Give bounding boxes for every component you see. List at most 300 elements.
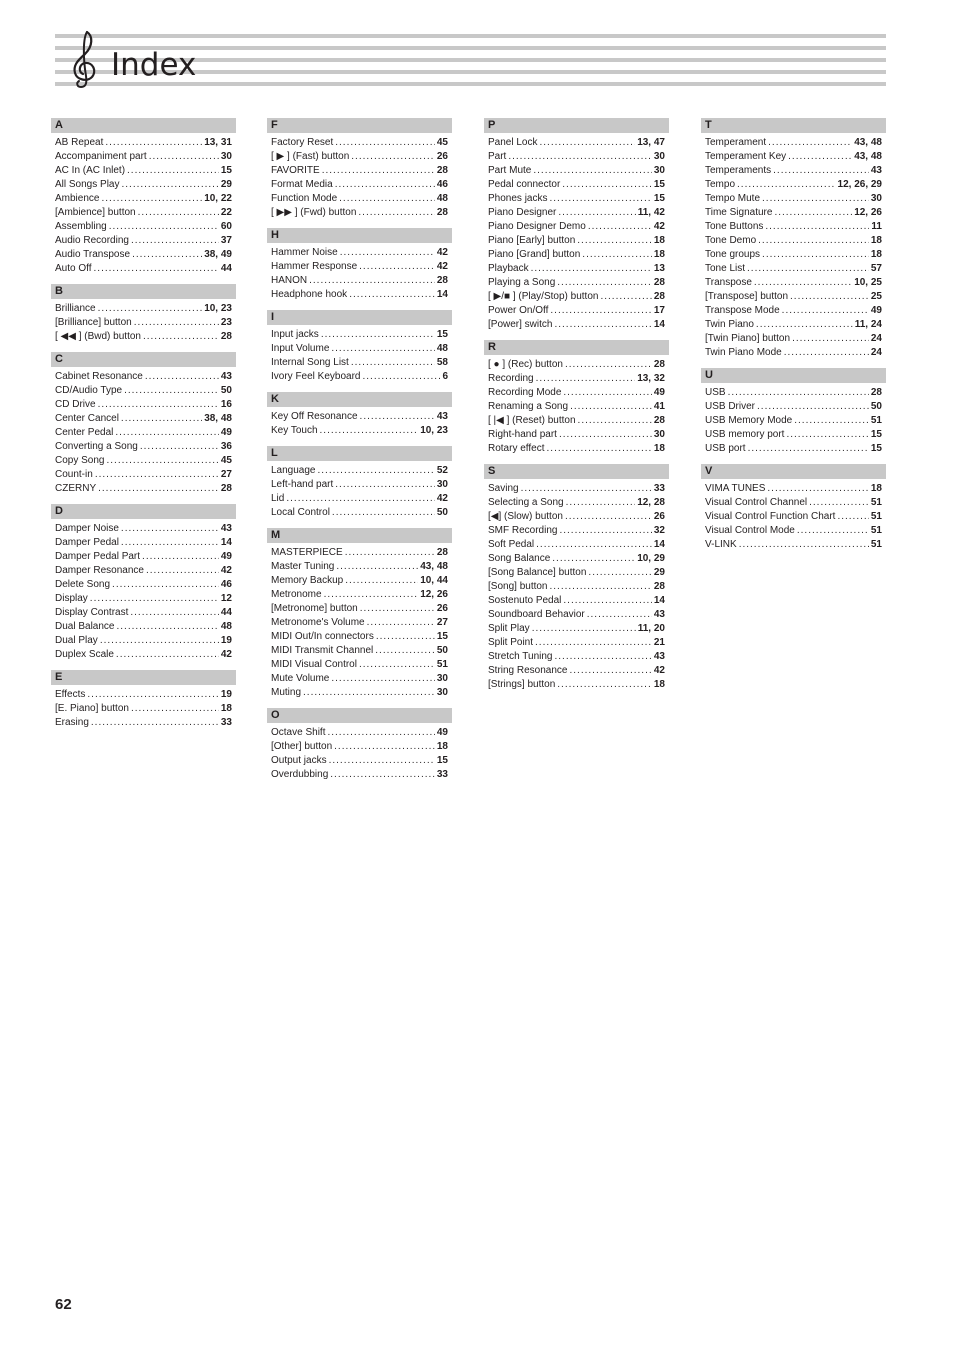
dot-leader [358,206,434,220]
dot-leader [728,386,869,400]
index-entry [267,206,452,220]
index-term: Playing a Song [488,277,556,288]
index-entry [701,276,886,290]
page-reference: 14 [653,539,665,550]
section-letter-header: I [267,310,452,325]
page-reference: 14 [220,537,232,548]
dot-leader [765,220,869,234]
page-reference: 10, 29 [637,553,665,564]
page-reference: 43 [220,371,232,382]
index-entry [484,178,669,192]
index-entry [51,564,236,578]
index-entry [51,370,236,384]
dot-leader [327,726,434,740]
dot-leader [131,234,219,248]
index-term: Input Volume [271,343,330,354]
index-entry [51,398,236,412]
index-term: Key Off Resonance [271,411,358,422]
index-entry [267,410,452,424]
dot-leader [577,234,652,248]
index-entry [267,644,452,658]
index-term: Tone groups [705,249,761,260]
index-entry [484,594,669,608]
dot-leader [309,274,435,288]
page-reference: 38, 48 [204,413,232,424]
index-entry [701,220,886,234]
index-term: USB port [705,443,746,454]
index-entry [484,608,669,622]
index-entry [484,524,669,538]
section-letter-header: M [267,528,452,543]
index-section [701,118,886,360]
index-term: Renaming a Song [488,401,569,412]
dot-leader [774,206,852,220]
page-reference: 43 [220,523,232,534]
dot-leader [331,342,435,356]
page-reference: 29 [653,567,665,578]
index-section [484,464,669,692]
page-reference: 30 [436,673,448,684]
index-term: Hammer Noise [271,247,338,258]
page-reference: 11, 42 [637,207,665,218]
page-reference: 17 [653,305,665,316]
page-reference: 36 [220,441,232,452]
page-reference: 10, 25 [854,277,882,288]
section-letter-header: A [51,118,236,133]
index-entry [267,602,452,616]
index-term: Dual Play [55,635,98,646]
index-entry [701,386,886,400]
index-term: MIDI Transmit Channel [271,645,374,656]
page-reference: 51 [870,539,882,550]
index-entry [484,566,669,580]
page-reference: 43, 48 [854,151,882,162]
page-reference: 49 [653,387,665,398]
dot-leader [124,384,219,398]
dot-leader [768,136,852,150]
index-entry [267,658,452,672]
page-reference: 51 [436,659,448,670]
index-term: Format Media [271,179,333,190]
dot-leader [565,510,652,524]
index-term: Ambience [55,193,100,204]
page-reference: 30 [220,151,232,162]
page-reference: 27 [220,469,232,480]
index-entry [701,524,886,538]
dot-leader [112,578,219,592]
index-term: Audio Recording [55,235,129,246]
page-reference: 28 [870,387,882,398]
index-entry [484,206,669,220]
dot-leader [563,386,652,400]
index-entry [51,482,236,496]
dot-leader [767,482,868,496]
index-entry [51,702,236,716]
dot-leader [550,580,652,594]
dot-leader [754,276,852,290]
dot-leader [535,636,652,650]
section-letter-header: D [51,504,236,519]
index-entry [51,648,236,662]
index-entry [267,192,452,206]
dot-leader [116,620,218,634]
dot-leader [790,290,869,304]
index-section [51,118,236,276]
page-reference: 49 [870,305,882,316]
page-reference: 28 [220,331,232,342]
index-term: Sostenuto Pedal [488,595,562,606]
dot-leader [739,538,869,552]
index-entry [51,220,236,234]
page-reference: 30 [653,151,665,162]
index-term: [Brilliance] button [55,317,132,328]
dot-leader [756,318,853,332]
dot-leader [98,398,219,412]
index-entry [51,468,236,482]
index-entry [484,636,669,650]
dot-leader [375,644,435,658]
dot-leader [737,178,836,192]
index-term: Stretch Tuning [488,651,553,662]
index-term: Recording [488,373,534,384]
page-reference: 42 [220,565,232,576]
index-entry [484,496,669,510]
page-reference: 18 [653,235,665,246]
dot-leader [322,164,435,178]
page-reference: 24 [870,333,882,344]
index-entry [267,136,452,150]
page-reference: 42 [220,649,232,660]
page-reference: 46 [220,579,232,590]
index-entry [701,482,886,496]
index-entry [267,630,452,644]
index-entry [51,716,236,730]
dot-leader [532,622,636,636]
index-entry [267,492,452,506]
dot-leader [98,302,203,316]
page-reference: 11, 24 [854,319,882,330]
page-reference: 30 [436,479,448,490]
index-entry [51,150,236,164]
index-section [701,368,886,456]
index-term: Saving [488,483,519,494]
index-term: Mute Volume [271,673,330,684]
index-term: Power On/Off [488,305,549,316]
page-reference: 44 [220,263,232,274]
index-term: MIDI Visual Control [271,659,357,670]
index-term: Hammer Response [271,261,358,272]
index-entry [484,442,669,456]
page-reference: 28 [436,547,448,558]
index-term: [Power] switch [488,319,553,330]
index-term: Twin Piano Mode [705,347,782,358]
dot-leader [533,164,652,178]
index-term: Split Point [488,637,534,648]
page-reference: 28 [653,415,665,426]
section-letter-header: C [51,352,236,367]
page-reference: 26 [653,511,665,522]
index-entry [701,428,886,442]
page-reference: 13, 32 [637,373,665,384]
page-reference: 41 [653,401,665,412]
index-term: Tempo [705,179,736,190]
page-reference: 43 [436,411,448,422]
index-entry [51,164,236,178]
index-term: Language [271,465,316,476]
index-entry [701,400,886,414]
index-term: USB memory port [705,429,785,440]
index-entry [267,342,452,356]
index-section [51,504,236,662]
index-entry [267,574,452,588]
index-section [484,340,669,456]
dot-leader [320,424,419,438]
index-term: Transpose [705,277,752,288]
index-term: Delete Song [55,579,111,590]
index-term: Master Tuning [271,561,335,572]
index-entry [484,482,669,496]
dot-leader [539,136,635,150]
dot-leader [127,164,219,178]
page-reference: 28 [220,483,232,494]
dot-leader [773,164,869,178]
index-term: Output jacks [271,755,327,766]
index-section [701,464,886,552]
dot-leader [336,560,418,574]
dot-leader [351,356,435,370]
index-term: CZERNY [55,483,97,494]
dot-leader [784,346,869,360]
dot-leader [101,192,202,206]
dot-leader [786,428,868,442]
index-term: [Song Balance] button [488,567,587,578]
page-reference: 28 [436,275,448,286]
page-reference: 46 [436,179,448,190]
index-entry [51,454,236,468]
index-entry [484,678,669,692]
dot-leader [345,574,418,588]
page-reference: 28 [653,359,665,370]
dot-leader [115,426,219,440]
page-reference: 50 [436,645,448,656]
index-column-2 [267,118,452,790]
index-entry [51,234,236,248]
index-term: Soft Pedal [488,539,535,550]
index-section [267,392,452,438]
dot-leader [558,206,635,220]
index-term: Display Contrast [55,607,129,618]
dot-leader [809,496,869,510]
index-term: Count-in [55,469,93,480]
page-reference: 28 [653,291,665,302]
dot-leader [359,260,435,274]
page-reference: 30 [870,193,882,204]
dot-leader [536,372,636,386]
index-entry [267,356,452,370]
index-term: Soundboard Behavior [488,609,585,620]
page-reference: 45 [436,137,448,148]
treble-clef-icon [67,28,103,90]
page-reference: 48 [220,621,232,632]
dot-leader [318,464,435,478]
dot-leader [349,288,435,302]
index-entry [484,276,669,290]
index-term: Local Control [271,507,330,518]
index-section [51,284,236,344]
index-term: Dual Balance [55,621,115,632]
page-reference: 42 [436,493,448,504]
section-letter-header: V [701,464,886,479]
staff-line [55,34,886,38]
index-term: [ |◀ ] (Reset) button [488,415,576,426]
page-reference: 15 [436,631,448,642]
index-term: [Strings] button [488,679,556,690]
index-entry [267,424,452,438]
index-term: Damper Pedal Part [55,551,141,562]
dot-leader [100,634,219,648]
index-term: Metronome [271,589,322,600]
index-term: USB [705,387,726,398]
page-reference: 52 [436,465,448,476]
page-reference: 58 [436,357,448,368]
index-entry [701,346,886,360]
index-section [267,528,452,700]
section-letter-header: T [701,118,886,133]
index-entry [701,496,886,510]
page-reference: 49 [436,727,448,738]
index-term: [Transpose] button [705,291,789,302]
index-term: Visual Control Channel [705,497,808,508]
dot-leader [360,602,435,616]
index-term: FAVORITE [271,165,320,176]
page-reference: 10, 23 [204,303,232,314]
index-term: [ ◀◀ ] (Bwd) button [55,331,141,342]
dot-leader [134,316,219,330]
page-reference: 21 [653,637,665,648]
dot-leader [552,552,635,566]
page-reference: 18 [870,483,882,494]
dot-leader [339,192,435,206]
page-reference: 49 [220,427,232,438]
dot-leader [521,482,652,496]
page-reference: 57 [870,263,882,274]
index-entry [484,664,669,678]
index-entry [484,192,669,206]
index-section [267,446,452,520]
index-entry [267,178,452,192]
index-entry [51,634,236,648]
index-term: Selecting a Song [488,497,564,508]
index-term: Overdubbing [271,769,329,780]
section-letter-header: B [51,284,236,299]
index-term: [ ▶/■ ] (Play/Stop) button [488,291,599,302]
dot-leader [130,606,219,620]
index-entry [484,650,669,664]
section-letter-header: P [484,118,669,133]
index-entry [267,686,452,700]
index-entry [51,412,236,426]
index-term: HANON [271,275,308,286]
index-entry [701,442,886,456]
dot-leader [340,246,435,260]
index-entry [267,726,452,740]
dot-leader [330,768,435,782]
page-reference: 14 [436,289,448,300]
index-entry [701,206,886,220]
dot-leader [149,150,219,164]
index-entry [484,164,669,178]
page-reference: 33 [436,769,448,780]
page-reference: 42 [436,247,448,258]
page-reference: 18 [220,703,232,714]
dot-leader [131,702,219,716]
page-reference: 37 [220,235,232,246]
dot-leader [549,192,651,206]
index-term: Temperaments [705,165,772,176]
dot-leader [554,318,651,332]
index-entry [701,332,886,346]
index-entry [51,578,236,592]
index-entry [51,316,236,330]
index-entry [267,754,452,768]
page-header [55,34,886,92]
index-term: Rotary effect [488,443,545,454]
index-term: SMF Recording [488,525,558,536]
index-term: [E. Piano] button [55,703,129,714]
index-entry [701,164,886,178]
page-reference: 12, 28 [637,497,665,508]
page-reference: 26 [436,603,448,614]
index-term: String Resonance [488,665,568,676]
index-term: Left-hand part [271,479,334,490]
page-reference: 15 [436,755,448,766]
index-term: Tone Demo [705,235,757,246]
page-reference: 18 [653,443,665,454]
dot-leader [559,524,651,538]
index-entry [484,622,669,636]
dot-leader [121,536,219,550]
dot-leader [554,650,651,664]
index-entry [701,178,886,192]
page-reference: 10, 23 [420,425,448,436]
dot-leader [324,588,419,602]
index-entry [484,150,669,164]
page-reference: 43, 48 [420,561,448,572]
page-reference: 13, 31 [204,137,232,148]
page-reference: 15 [870,443,882,454]
index-entry [267,328,452,342]
page-reference: 30 [653,429,665,440]
dot-leader [142,550,219,564]
index-entry [701,304,886,318]
dot-leader [748,442,869,456]
index-entry [267,464,452,478]
page-reference: 45 [220,455,232,466]
dot-leader [94,262,219,276]
dot-leader [536,538,652,552]
page-reference: 43, 48 [854,137,882,148]
page-reference: 10, 22 [204,193,232,204]
page-reference: 15 [653,179,665,190]
dot-leader [563,594,651,608]
dot-leader [566,496,636,510]
page-reference: 25 [870,291,882,302]
dot-leader [557,276,652,290]
index-term: Piano Designer Demo [488,221,586,232]
dot-leader [747,262,869,276]
index-entry [701,248,886,262]
page-reference: 30 [653,165,665,176]
